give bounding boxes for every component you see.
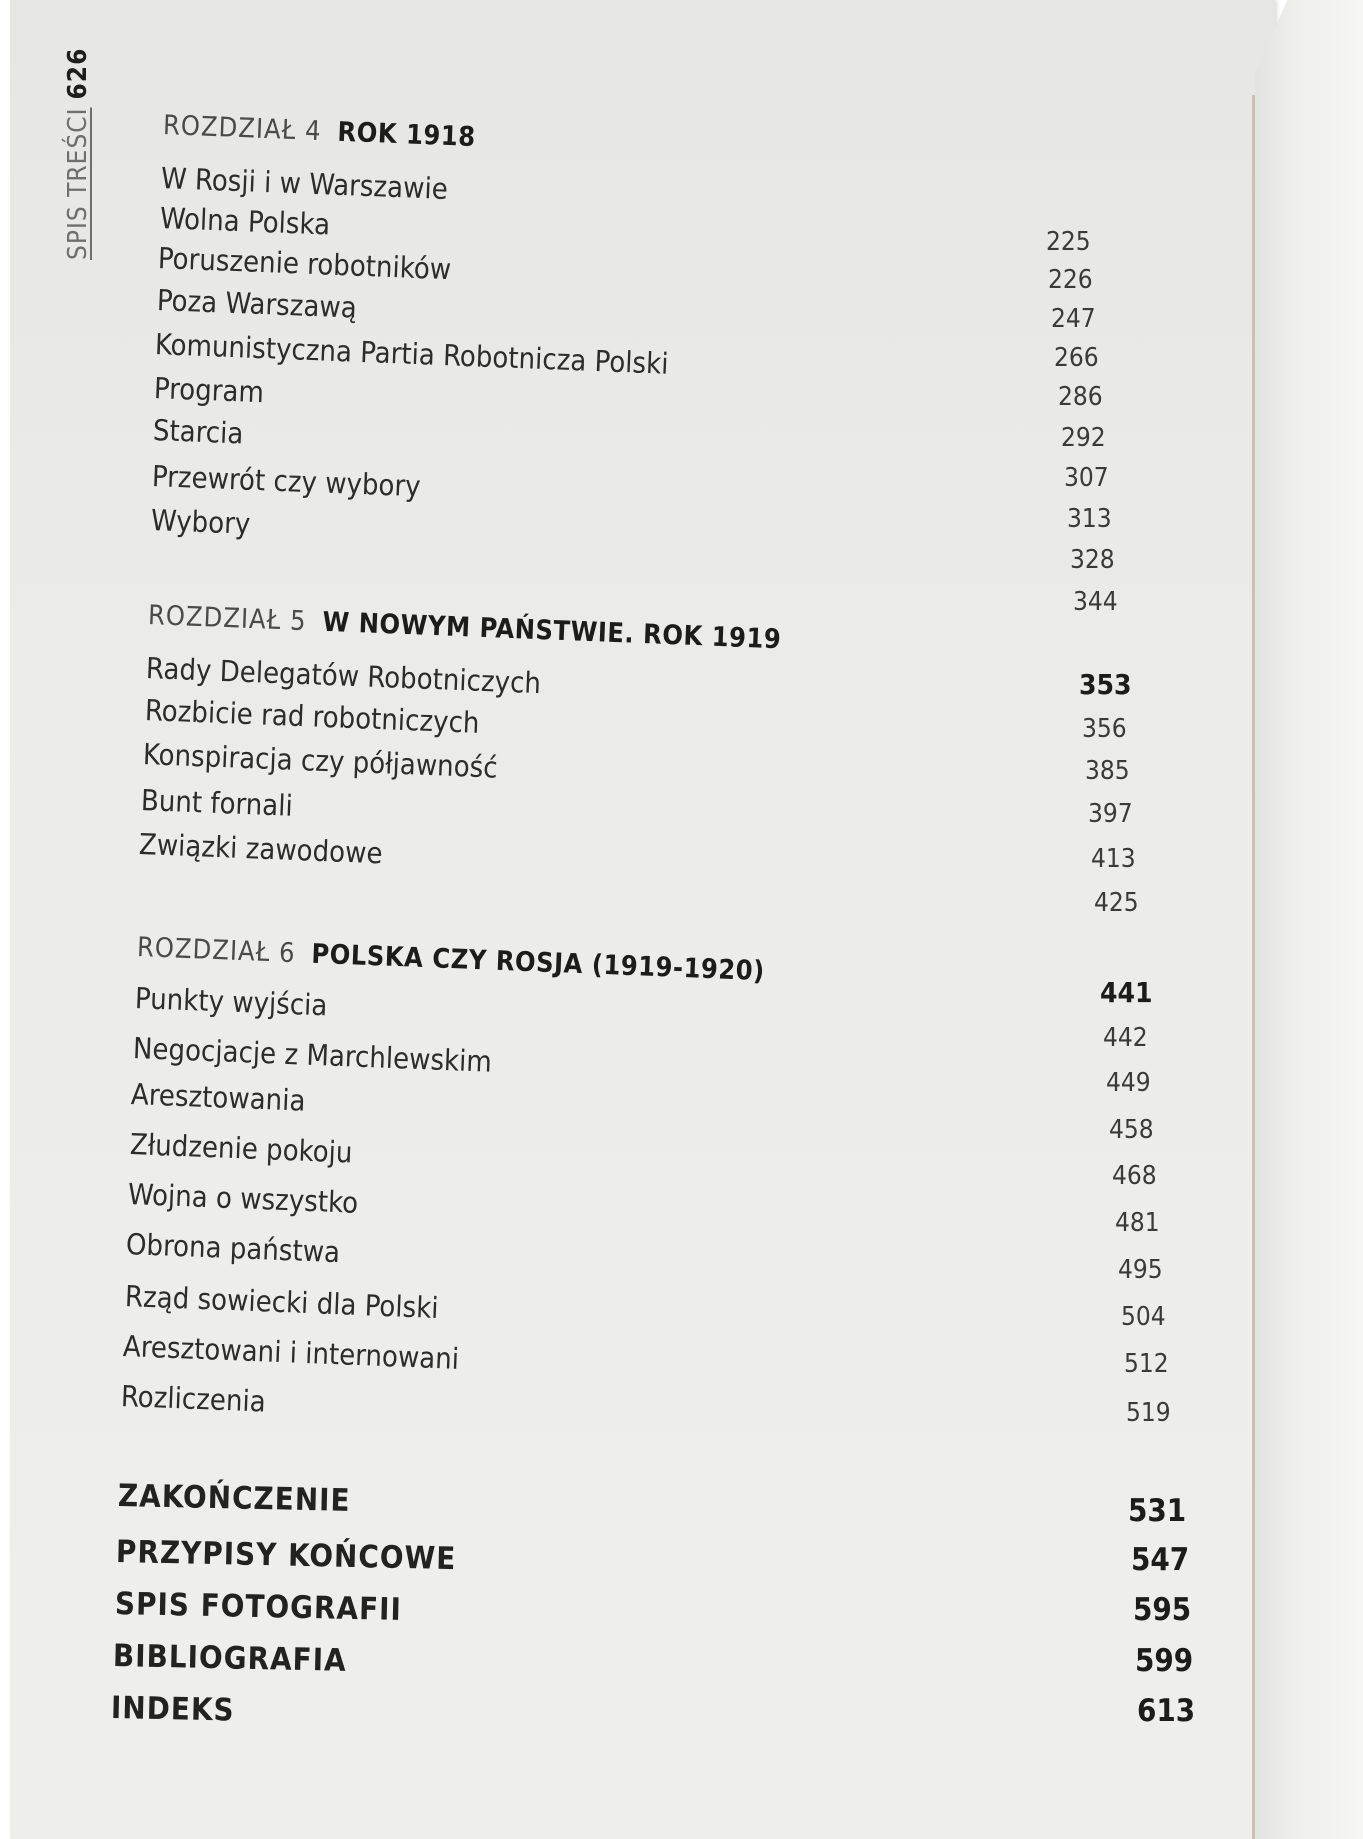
- page-number: 225: [1046, 227, 1091, 257]
- page-number: 531: [1128, 1493, 1187, 1529]
- toc-entry: Obrona państwa: [125, 1227, 341, 1270]
- toc-entry: Aresztowani i internowani: [122, 1329, 460, 1376]
- running-header-title: SPIS TREŚCI: [63, 107, 93, 260]
- page-number: 449: [1106, 1068, 1151, 1098]
- chapter-label: ROZDZIAŁ 4: [162, 110, 323, 148]
- page-number: 344: [1073, 587, 1118, 617]
- toc-entry: Przewrót czy wybory: [151, 459, 422, 504]
- toc-entry: W Rosji i w Warszawie: [160, 161, 449, 207]
- page-number: 512: [1124, 1349, 1169, 1379]
- toc-entry: Konspiracja czy półjawność: [142, 737, 499, 785]
- chapter-heading: [162, 108, 476, 156]
- end-section-title: SPIS FOTOGRAFII: [114, 1586, 403, 1629]
- toc-entry: Poza Warszawą: [156, 283, 358, 325]
- toc-entry: Rozliczenia: [120, 1379, 267, 1419]
- end-section-title: INDEKS: [110, 1690, 235, 1729]
- toc-entry: Złudzenie pokoju: [129, 1127, 354, 1170]
- page-number: 547: [1131, 1542, 1190, 1578]
- toc-entry: Bunt fornali: [140, 783, 294, 823]
- page-number: 397: [1088, 799, 1133, 829]
- toc-entry: Punkty wyjścia: [134, 981, 329, 1023]
- page-number: 495: [1118, 1255, 1163, 1285]
- page-number: 307: [1064, 463, 1109, 493]
- page-number: 266: [1054, 343, 1099, 373]
- page-number: 468: [1112, 1161, 1157, 1191]
- toc-entry: Wybory: [150, 503, 251, 541]
- page-number: 226: [1048, 265, 1093, 295]
- chapter-heading: [136, 930, 765, 990]
- chapter-title: ROK 1918: [336, 116, 477, 153]
- toc-entry: Rady Delegatów Robotniczych: [145, 651, 542, 701]
- page-number: 519: [1126, 1398, 1171, 1428]
- toc-entry: Poruszenie robotników: [157, 241, 452, 287]
- page-number: 458: [1109, 1115, 1154, 1145]
- chapter-label: ROZDZIAŁ 5: [147, 600, 308, 638]
- page-number: 613: [1137, 1693, 1196, 1729]
- end-section-title: BIBLIOGRAFIA: [112, 1638, 348, 1679]
- page-number: 595: [1133, 1592, 1192, 1628]
- toc-entry: Negocjacje z Marchlewskim: [132, 1031, 493, 1079]
- toc-entry: Program: [153, 371, 265, 410]
- page-number: 313: [1067, 504, 1112, 534]
- page-number: 247: [1051, 304, 1096, 334]
- end-section-title: ZAKOŃCZENIE: [117, 1478, 351, 1519]
- page-number: 385: [1085, 756, 1130, 786]
- end-section-title: PRZYPISY KOŃCOWE: [115, 1534, 457, 1578]
- chapter-title: POLSKA CZY ROSJA (1919-1920): [310, 938, 766, 988]
- page-number: 504: [1121, 1302, 1166, 1332]
- page-number: 442: [1103, 1023, 1148, 1053]
- toc-entry: Rozbicie rad robotniczych: [144, 693, 481, 740]
- toc-entry: Związki zawodowe: [138, 827, 384, 871]
- page-number: 292: [1061, 423, 1106, 453]
- page-number: 328: [1070, 545, 1115, 575]
- page-number: 356: [1082, 714, 1127, 744]
- running-header-page-number: 626: [63, 47, 93, 100]
- chapter-title: W NOWYM PAŃSTWIE. ROK 1919: [321, 606, 782, 656]
- toc-entry: Aresztowania: [130, 1077, 307, 1118]
- page-number: 286: [1058, 382, 1103, 412]
- toc-entry: Wolna Polska: [159, 201, 331, 242]
- chapter-label: ROZDZIAŁ 6: [136, 932, 297, 970]
- toc-entry: Komunistyczna Partia Robotnicza Polski: [154, 327, 670, 381]
- page-number: 481: [1115, 1208, 1160, 1238]
- toc-entry: Wojna o wszystko: [127, 1177, 359, 1220]
- page-number: 599: [1135, 1643, 1194, 1679]
- page-number: 353: [1079, 668, 1132, 701]
- page-number: 441: [1100, 976, 1153, 1009]
- toc-entry: Rząd sowiecki dla Polski: [124, 1279, 440, 1326]
- page-number: 425: [1094, 888, 1139, 918]
- toc-entry: Starcia: [152, 413, 245, 451]
- page-number: 413: [1091, 844, 1136, 874]
- chapter-heading: [147, 598, 782, 658]
